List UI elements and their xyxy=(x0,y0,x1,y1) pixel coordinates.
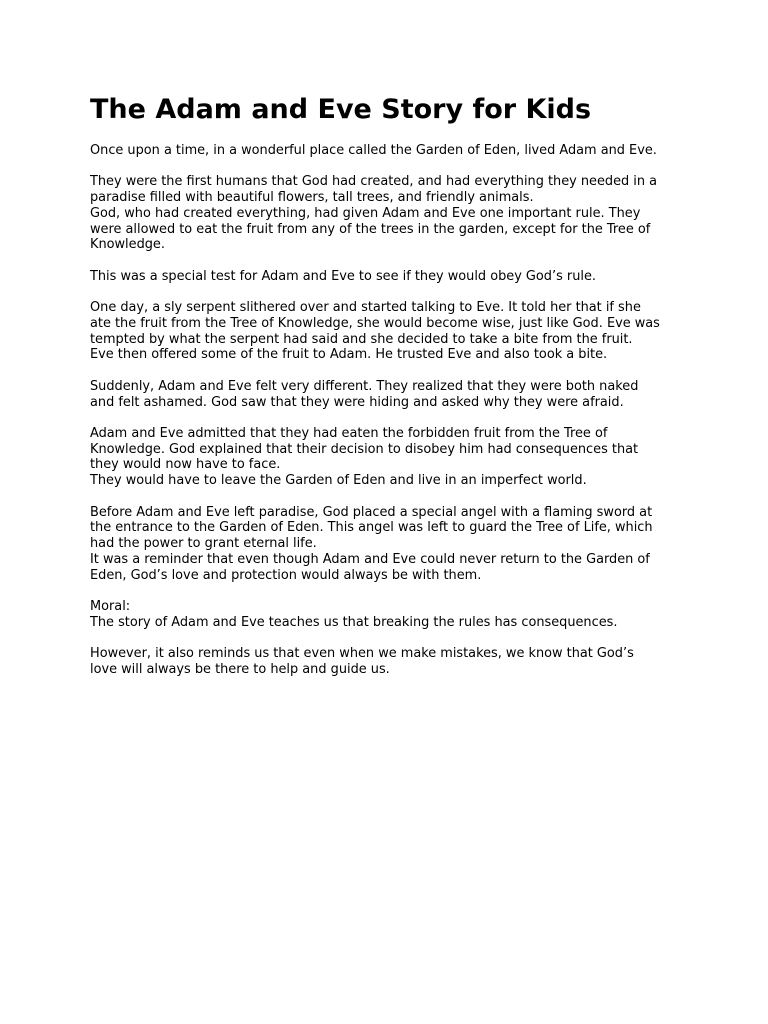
text-line: they would now have to face. xyxy=(90,457,281,473)
paragraph-paradise xyxy=(90,174,680,253)
paragraph-ashamed xyxy=(90,379,680,411)
text-line: and felt ashamed. God saw that they were hiding and asked why they were afraid. xyxy=(90,394,624,410)
text-line: Eve then offered some of the fruit to Adam. He trusted Eve and also took a bite. xyxy=(90,347,608,363)
paragraph-consequences xyxy=(90,426,680,489)
document-content xyxy=(90,93,680,693)
text-line: God, who had created everything, had given Adam and Eve one important rule. They xyxy=(90,205,641,221)
text-line: Moral: xyxy=(90,599,131,615)
text-line: ate the fruit from the Tree of Knowledge, she would become wise, just like God. Eve was xyxy=(90,315,660,331)
paragraph-test xyxy=(90,269,680,285)
text-line: Adam and Eve admitted that they had eaten the forbidden fruit from the Tree of xyxy=(90,425,608,441)
text-line: The story of Adam and Eve teaches us that breaking the rules has consequences. xyxy=(90,614,618,630)
text-line: Eden, God’s love and protection would always be with them. xyxy=(90,567,482,583)
text-line: the entrance to the Garden of Eden. This angel was left to guard the Tree of Life, which xyxy=(90,520,653,536)
text-line: They were the first humans that God had created, and had everything they needed in a xyxy=(90,174,658,190)
paragraph-closing xyxy=(90,646,680,678)
text-line: Knowledge. God explained that their decision to disobey him had consequences that xyxy=(90,441,639,457)
text-line: This was a special test for Adam and Eve to see if they would obey God’s rule. xyxy=(90,268,596,284)
paragraph-moral xyxy=(90,599,680,631)
text-line: were allowed to eat the fruit from any of the trees in the garden, except for the Tree of xyxy=(90,221,651,237)
text-line: Suddenly, Adam and Eve felt very different. They realized that they were both naked xyxy=(90,378,639,394)
text-line: paradise filled with beautiful flowers, tall trees, and friendly animals. xyxy=(90,190,534,206)
text-line: However, it also reminds us that even when we make mistakes, we know that God’s xyxy=(90,646,634,662)
document-title: The Adam and Eve Story for Kids xyxy=(90,94,592,125)
text-line: had the power to grant eternal life. xyxy=(90,536,317,552)
paragraph-intro xyxy=(90,143,680,159)
text-line: love will always be there to help and guide us. xyxy=(90,661,390,677)
text-line: One day, a sly serpent slithered over and started talking to Eve. It told her that if she xyxy=(90,300,641,316)
text-line: It was a reminder that even though Adam and Eve could never return to the Garden of xyxy=(90,551,650,567)
text-line: Knowledge. xyxy=(90,237,165,253)
text-line: Before Adam and Eve left paradise, God placed a special angel with a flaming sword at xyxy=(90,504,653,520)
paragraph-serpent xyxy=(90,300,680,363)
text-line: Once upon a time, in a wonderful place called the Garden of Eden, lived Adam and Eve. xyxy=(90,143,657,158)
text-line: tempted by what the serpent had said and she decided to take a bite from the fruit. xyxy=(90,331,633,347)
text-line: They would have to leave the Garden of Eden and live in an imperfect world. xyxy=(90,473,587,489)
paragraph-angel xyxy=(90,505,680,584)
